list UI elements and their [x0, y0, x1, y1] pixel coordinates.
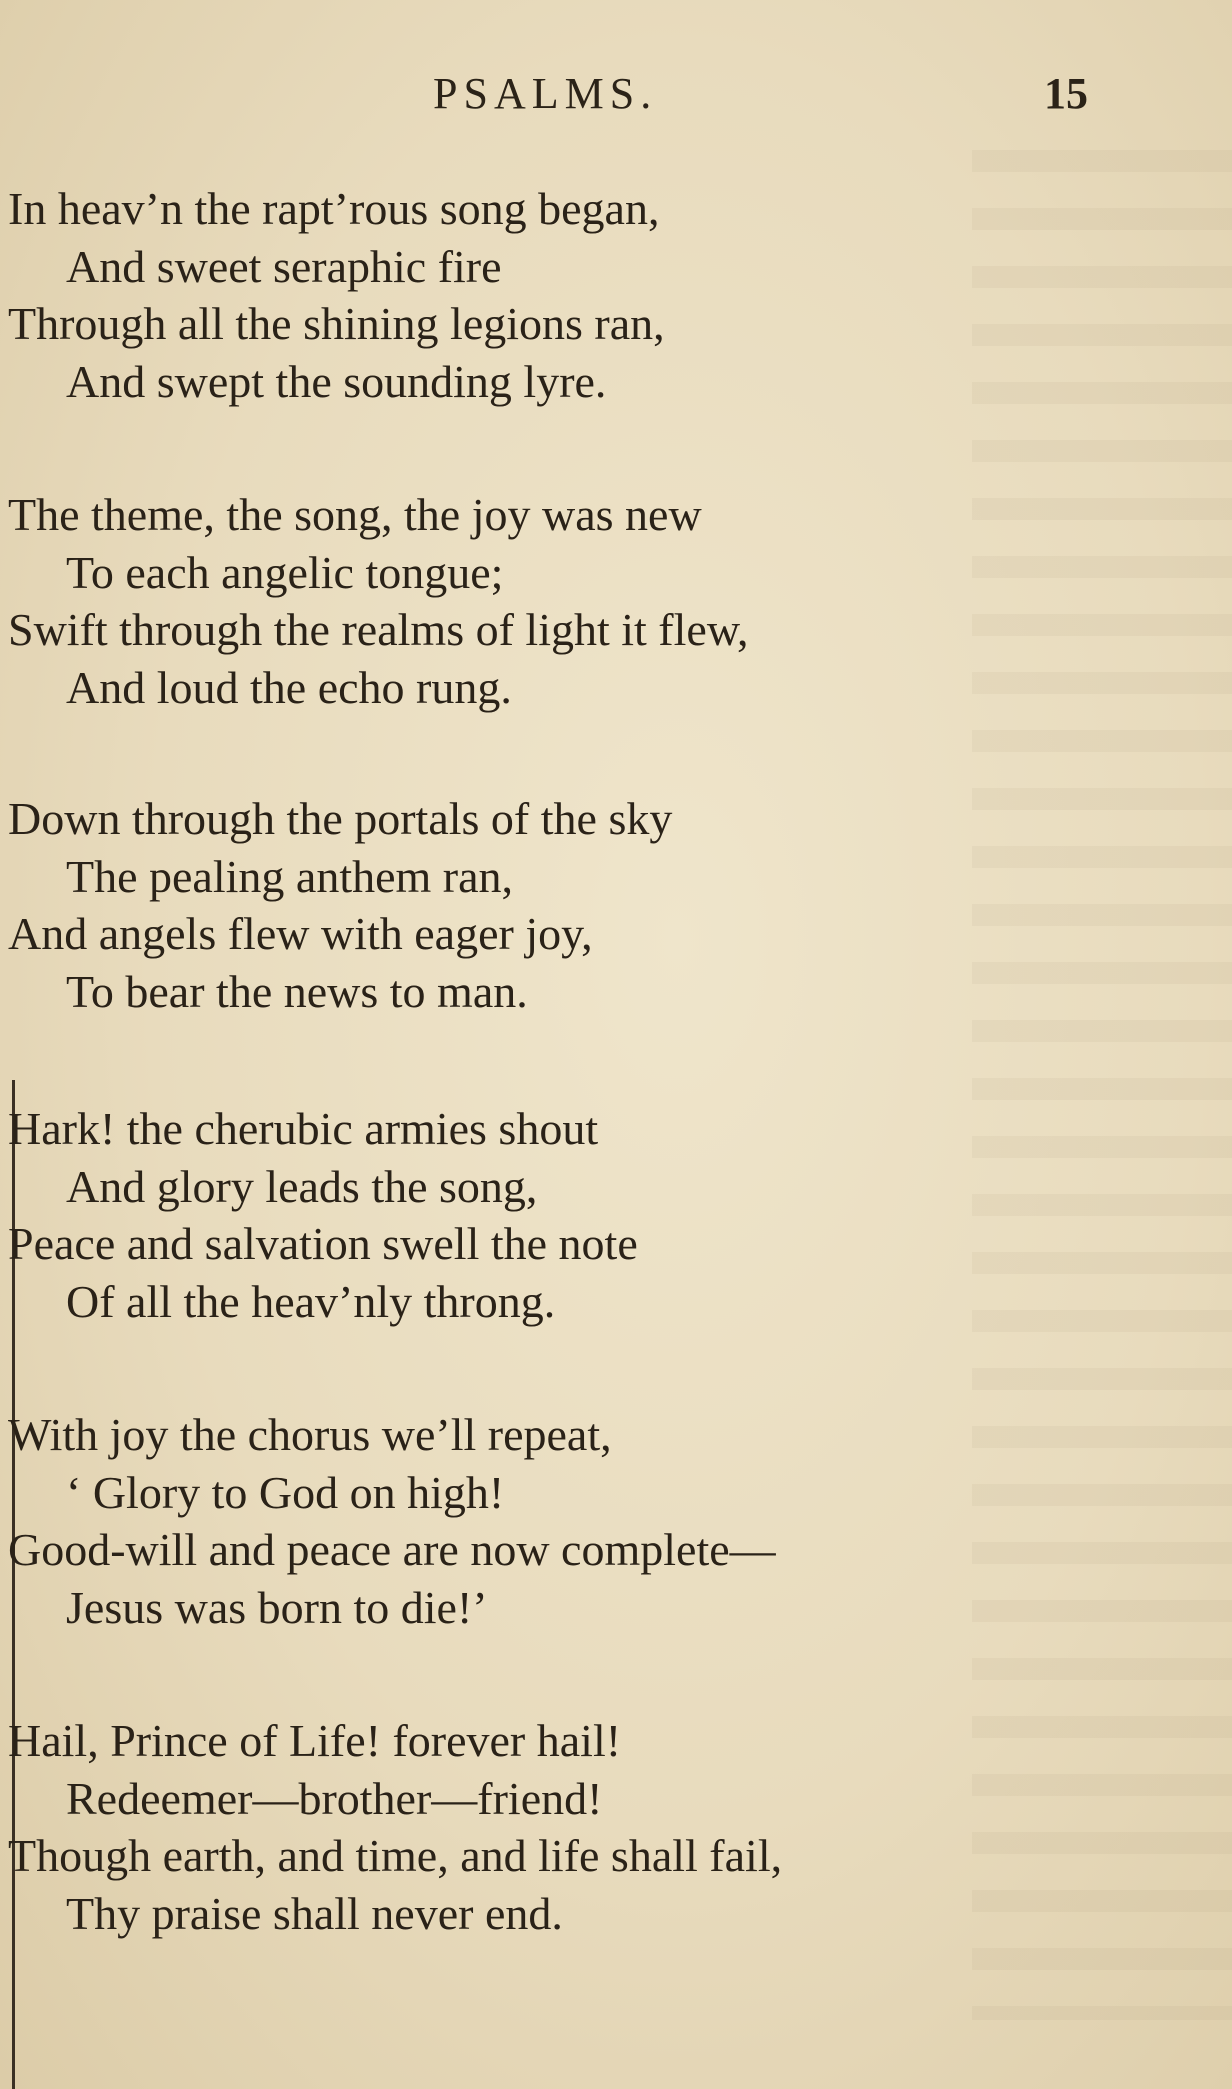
verse-line: To each angelic tongue;	[66, 546, 504, 598]
stanza-5	[8, 1406, 1188, 1636]
stanza-4	[8, 1100, 1188, 1330]
verse-line: Peace and salvation swell the note	[8, 1218, 638, 1270]
verse-line: And glory leads the song,	[66, 1160, 538, 1212]
verse-line: Though earth, and time, and life shall fail,	[8, 1830, 783, 1882]
verse-line: And angels flew with eager joy,	[8, 908, 593, 960]
verse-line: In heav’n the rapt’rous song began,	[8, 183, 660, 234]
verse-line: Redeemer—brother—friend!	[66, 1772, 603, 1824]
verse-line: Down through the portals of the sky	[8, 793, 673, 844]
verse-line: To bear the news to man.	[66, 965, 528, 1017]
verse-line: And loud the echo rung.	[66, 661, 512, 713]
verse-line: Hark! the cherubic armies shout	[8, 1103, 599, 1154]
page-number: 15	[1044, 69, 1088, 118]
verse-line: Through all the shining legions ran,	[8, 298, 665, 350]
verse-line: ‘ Glory to God on high!	[66, 1466, 505, 1518]
page-header	[0, 68, 1232, 128]
verse-line: And swept the sounding lyre.	[66, 355, 607, 407]
verse-line: Thy praise shall never end.	[66, 1887, 563, 1939]
verse-line: Jesus was born to die!’	[66, 1581, 488, 1633]
verse-line: And sweet seraphic fire	[66, 240, 502, 292]
verse-line: Of all the heav’nly throng.	[66, 1275, 556, 1327]
verse-line: Swift through the realms of light it flew,	[8, 604, 749, 656]
stanza-2	[8, 486, 1188, 716]
stanza-1	[8, 180, 1188, 410]
stanza-6	[8, 1712, 1188, 1942]
verse-line: With joy the chorus we’ll repeat,	[8, 1409, 612, 1460]
stanza-3	[8, 790, 1188, 1020]
verse-line: Hail, Prince of Life! forever hail!	[8, 1715, 622, 1766]
verse-line: The pealing anthem ran,	[66, 850, 514, 902]
verse-line: Good-will and peace are now complete—	[8, 1524, 776, 1576]
running-title: PSALMS.	[433, 69, 658, 118]
verse-line: The theme, the song, the joy was new	[8, 489, 702, 540]
